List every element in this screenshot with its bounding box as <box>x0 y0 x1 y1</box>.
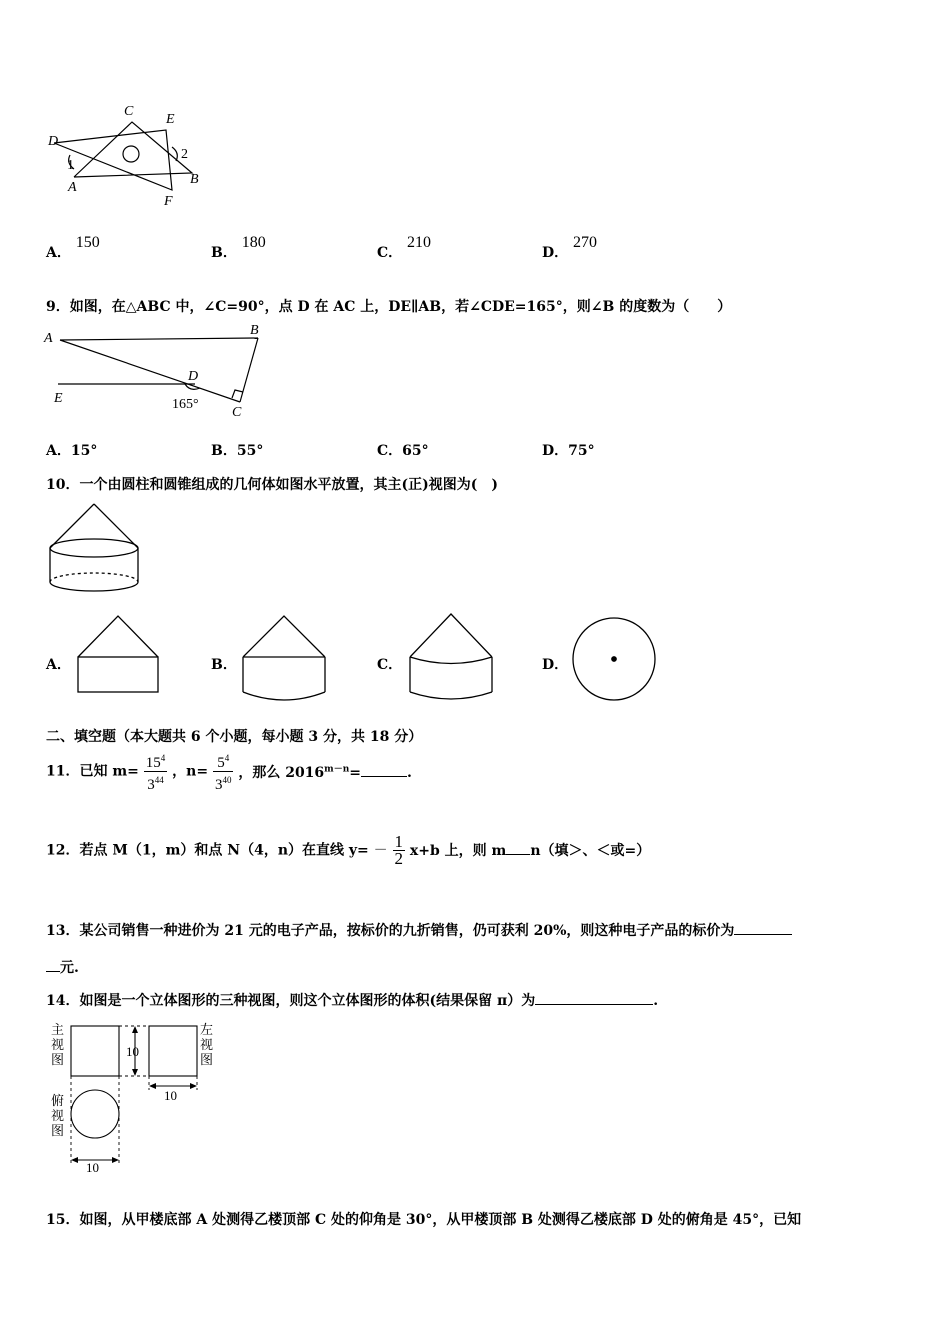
q14-answer-blank[interactable] <box>535 1004 653 1005</box>
q14-dim-side-width: 10 <box>164 1088 177 1103</box>
q10-option-c-letter: C． <box>377 657 403 673</box>
q9-option-a[interactable] <box>46 440 97 460</box>
q14-front-view <box>71 1026 119 1076</box>
q9-figure <box>40 320 280 420</box>
q14-side-view <box>149 1026 197 1076</box>
q12-fraction: $\frac{1}{2}$ <box>394 832 403 868</box>
q9-label-angle: 165° <box>172 397 199 412</box>
q12-answer-blank[interactable] <box>506 854 530 855</box>
q10-option-d-letter: D． <box>542 657 569 673</box>
q10-option-b-figure <box>241 612 329 704</box>
q8-option-c[interactable] <box>377 234 432 262</box>
q9-option-b[interactable] <box>211 440 263 460</box>
q9-option-a-value: 15° <box>70 443 98 459</box>
q8-option-b-letter: B． <box>211 245 237 261</box>
q9-label-b: B <box>250 323 259 338</box>
q14-front-label: 主视图 <box>51 1023 65 1068</box>
q15-question: 15．如图，从甲楼底部 A 处测得乙楼顶部 C 处的仰角是 30°，从甲楼顶部 B 处测得乙楼底部 D 处的俯角是 45°，已知 <box>46 1212 802 1228</box>
q10-solid-figure <box>46 500 146 595</box>
q10-option-d-figure <box>572 616 658 702</box>
q9-option-a-letter: A． <box>46 443 71 459</box>
q8-option-d[interactable] <box>542 234 598 262</box>
q14-dim-top-width: 10 <box>86 1160 99 1175</box>
q9-option-d-value: 75° <box>568 443 595 459</box>
q12-question <box>46 834 650 867</box>
q9-option-d[interactable] <box>542 440 595 460</box>
q8-label-a: A <box>68 180 77 195</box>
q11-suffix: ，那么 2016 <box>238 765 325 782</box>
q10-option-c[interactable] <box>377 654 402 674</box>
q9-label-c: C <box>232 405 242 420</box>
q9-line-ac <box>60 340 240 402</box>
q9-option-d-letter: D． <box>542 443 569 459</box>
q10-option-a-letter: A． <box>46 657 71 673</box>
q10-option-a-figure <box>76 612 162 696</box>
q11-answer-blank[interactable] <box>361 776 407 777</box>
q8-figure <box>40 95 220 215</box>
q8-label-2: 2 <box>181 147 188 162</box>
q9-label-e: E <box>54 391 63 406</box>
q9-label-d: D <box>188 369 199 384</box>
q12-minus: － <box>373 842 388 859</box>
q9-question: 9．如图，在△ABC 中，∠C=90°，点 D 在 AC 上，DE∥AB，若∠CDE=165°，则∠B 的度数为（ ） <box>46 299 732 315</box>
q8-label-d: D <box>48 134 59 149</box>
q10-option-b-letter: B． <box>211 657 237 673</box>
q8-option-b-value: 180 <box>241 234 266 251</box>
q14-side-label: 左视图 <box>200 1023 214 1068</box>
q12-middle: x+b 上，则 m <box>409 842 507 859</box>
q14-top-view <box>71 1090 119 1138</box>
q8-option-a[interactable] <box>46 234 100 262</box>
q8-label-c: C <box>124 104 134 119</box>
q8-label-f: F <box>164 194 173 209</box>
q8-label-b: B <box>190 172 199 187</box>
q9-option-c-value: 65° <box>402 443 429 459</box>
q12-prefix: 12．若点 M（1，m）和点 N（4，n）在直线 y= <box>46 842 369 859</box>
section2-heading: 二、填空题（本大题共 6 个小题，每小题 3 分，共 18 分） <box>46 729 423 745</box>
q14-question: 14．如图是一个立体图形的三种视图，则这个立体图形的体积(结果保留 π）为 . <box>46 993 659 1009</box>
q8-label-1: 1 <box>67 158 74 173</box>
q8-circle <box>123 146 139 162</box>
q9-option-c-letter: C． <box>377 443 403 459</box>
q9-angle-arc <box>185 384 200 389</box>
q8-option-b[interactable] <box>211 234 266 262</box>
q11-n-fraction: $\frac{5^4}{3^{40}}$ <box>213 750 234 793</box>
q9-option-c[interactable] <box>377 440 429 460</box>
q8-option-a-letter: A． <box>46 245 71 261</box>
q10-option-a[interactable] <box>46 654 71 674</box>
q9-line-ab <box>60 338 258 340</box>
q10-option-c-figure <box>408 612 496 704</box>
q8-label-e: E <box>166 112 175 127</box>
q13-answer-blank[interactable] <box>734 934 792 935</box>
q14-dim-height: 10 <box>126 1044 139 1059</box>
q13-line2: 元. <box>46 957 79 977</box>
q8-option-d-letter: D． <box>542 245 569 261</box>
q11-question: 11．已知 m= $\frac{15^4}{3^{44}}$ ，n= $\frac{5^4}{3^{40}}$ ，那么 $2016^{m-n}=$ . <box>46 750 412 793</box>
q11-exponent: m－n <box>324 764 350 775</box>
q11-m-fraction: $\frac{15^4}{3^{44}}$ <box>144 750 168 793</box>
q11-mid: ，n= <box>172 763 209 780</box>
q13-answer-blank-cont[interactable] <box>46 971 60 972</box>
q10-option-d[interactable] <box>542 654 568 674</box>
q10-question: 10．一个由圆柱和圆锥组成的几何体如图水平放置，其主(正)视图为( ) <box>46 477 498 493</box>
q9-option-b-value: 55° <box>236 443 264 459</box>
q8-option-d-value: 270 <box>573 234 598 251</box>
q8-option-c-letter: C． <box>377 245 403 261</box>
q14-three-views-figure <box>50 1020 220 1175</box>
q14-top-label: 俯视图 <box>51 1094 65 1139</box>
q11-prefix: 11．已知 m= <box>46 763 139 780</box>
q12-suffix: n（填＞、＜或=） <box>530 842 651 859</box>
q8-option-a-value: 150 <box>75 234 100 251</box>
q13-line1: 13．某公司销售一种进价为 21 元的电子产品，按标价的九折销售，仍可获利 20%，则这种电子产品的标价为 <box>46 920 792 940</box>
q10-option-b[interactable] <box>211 654 237 674</box>
q9-label-a: A <box>44 331 53 346</box>
q8-option-c-value: 210 <box>407 234 432 251</box>
q9-option-b-letter: B． <box>211 443 237 459</box>
